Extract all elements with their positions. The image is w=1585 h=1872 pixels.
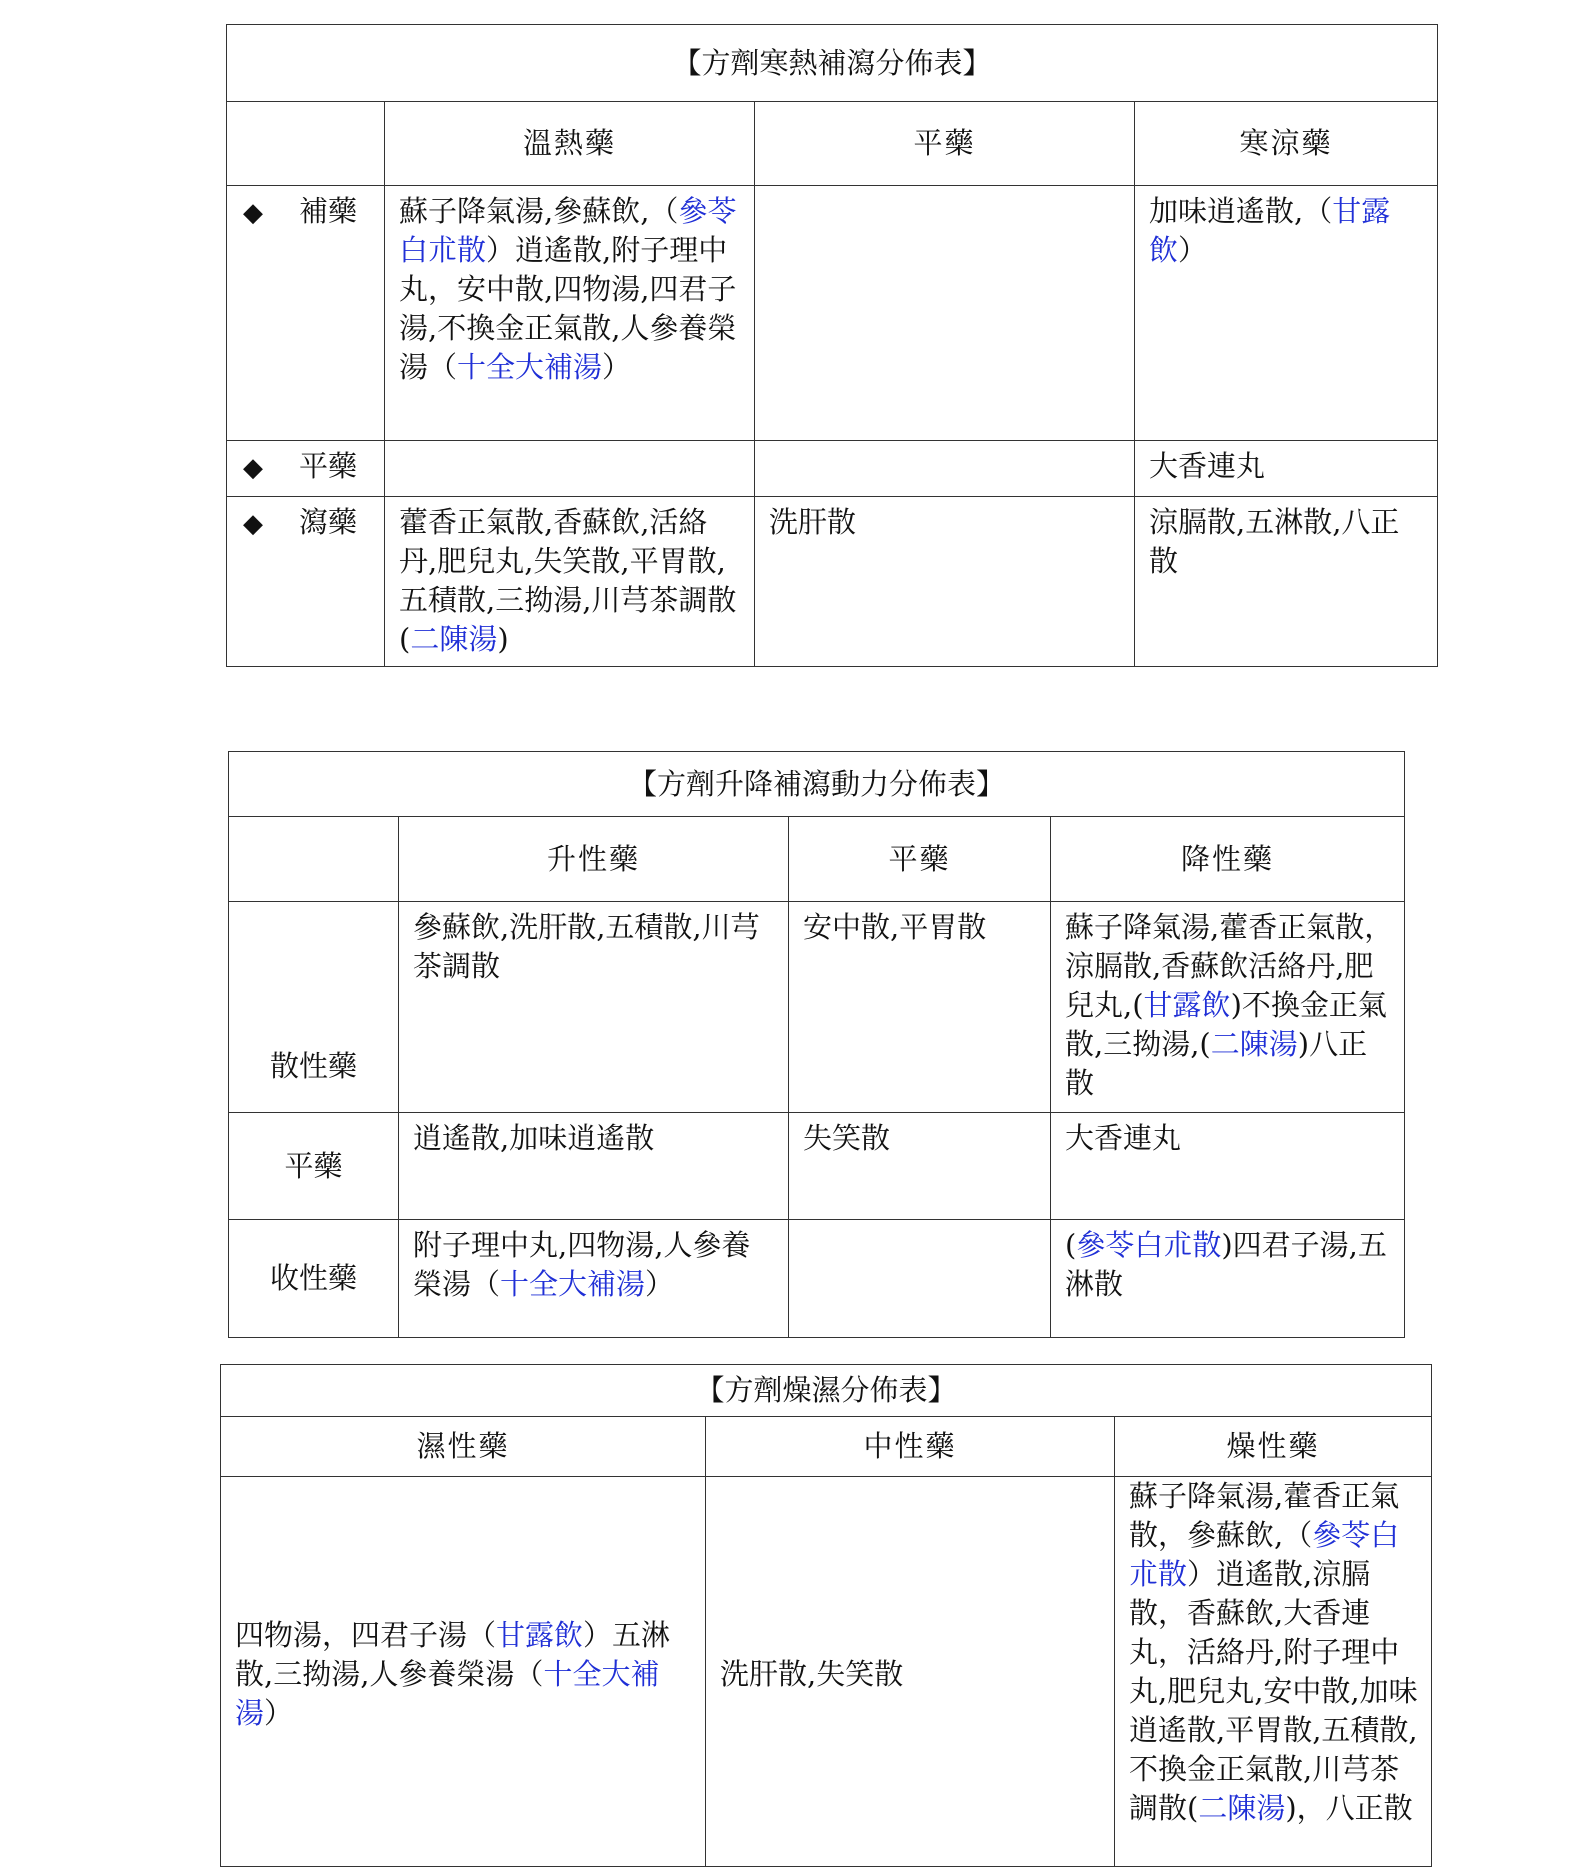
header-neutral: 中性藥 xyxy=(706,1417,1115,1477)
formula-link[interactable]: 十全大補湯 xyxy=(500,1267,646,1301)
formula-link[interactable]: 甘露飲 xyxy=(1143,988,1231,1022)
diamond-icon: ◆ xyxy=(243,453,263,483)
formula-link[interactable]: 甘露飲 xyxy=(1149,194,1391,267)
row-label-astringe: 收性藥 xyxy=(229,1220,399,1338)
cell-wet: 四物湯，四君子湯（甘露飲）五淋散,三拗湯,人參養榮湯（十全大補湯） xyxy=(221,1477,706,1867)
formula-link[interactable]: 參苓白朮散 xyxy=(399,194,737,267)
cell-disperse-neutral: 安中散,平胃散 xyxy=(789,902,1051,1113)
hot-cold-table xyxy=(226,24,1438,667)
cell-disperse-up: 參蘇飲,洗肝散,五積散,川芎茶調散 xyxy=(399,902,789,1113)
formula-link[interactable]: 甘露飲 xyxy=(496,1618,584,1652)
formula-link[interactable]: 十全大補湯 xyxy=(457,350,603,384)
formula-link[interactable]: 參苓白朮散 xyxy=(1076,1228,1222,1262)
header-wet: 濕性藥 xyxy=(221,1417,706,1477)
header-dry: 燥性藥 xyxy=(1115,1417,1432,1477)
header-neutral: 平藥 xyxy=(755,102,1135,186)
row-label-disperse: 散性藥 xyxy=(229,902,399,1113)
header-empty xyxy=(229,817,399,902)
diamond-icon: ◆ xyxy=(243,198,263,228)
header-up: 升性藥 xyxy=(399,817,789,902)
cell-neutral-up: 逍遙散,加味逍遙散 xyxy=(399,1113,789,1220)
formula-link[interactable]: 二陳湯 xyxy=(1210,1027,1298,1061)
header-warm: 溫熱藥 xyxy=(385,102,755,186)
cell-tonic-warm: 蘇子降氣湯,參蘇飲,（參苓白朮散）逍遙散,附子理中丸，安中散,四物湯,四君子湯,不換金正氣散,人參養榮湯（十全大補湯） xyxy=(385,186,755,441)
cell-purge-cold: 涼膈散,五淋散,八正散 xyxy=(1135,497,1438,667)
formula-link[interactable]: 二陳湯 xyxy=(410,622,498,656)
row-label-purge: ◆ 瀉藥 xyxy=(227,497,385,667)
formula-link[interactable]: 二陳湯 xyxy=(1198,1791,1286,1825)
cell-astringe-up: 附子理中丸,四物湯,人參養榮湯（十全大補湯） xyxy=(399,1220,789,1338)
cell-astringe-neutral xyxy=(789,1220,1051,1338)
table-title: 【方劑寒熱補瀉分佈表】 xyxy=(227,25,1438,102)
formula-link[interactable]: 十全大補湯 xyxy=(235,1657,660,1730)
row-label-neutral: ◆ 平藥 xyxy=(227,441,385,497)
up-down-table xyxy=(228,751,1405,1338)
cell-astringe-down: (參苓白朮散)四君子湯,五淋散 xyxy=(1051,1220,1405,1338)
cell-disperse-down: 蘇子降氣湯,藿香正氣散，涼膈散,香蘇飲活絡丹,肥兒丸,(甘露飲)不換金正氣散,三拗湯,(二陳湯)八正散 xyxy=(1051,902,1405,1113)
cell-neutral-neutral: 失笑散 xyxy=(789,1113,1051,1220)
row-label-neutral: 平藥 xyxy=(229,1113,399,1220)
header-empty xyxy=(227,102,385,186)
cell-dry: 蘇子降氣湯,藿香正氣散，參蘇飲,（參苓白朮散）逍遙散,涼膈散，香蘇飲,大香連丸，活絡丹,附子理中丸,肥兒丸,安中散,加味逍遙散,平胃散,五積散,不換金正氣散,川芎茶調散(二陳湯)，八正散 xyxy=(1115,1477,1432,1867)
cell-purge-warm: 藿香正氣散,香蘇飲,活絡丹,肥兒丸,失笑散,平胃散,五積散,三拗湯,川芎茶調散(二陳湯) xyxy=(385,497,755,667)
formula-link[interactable]: 參苓白朮散 xyxy=(1129,1518,1400,1591)
cell-neutral-neutral xyxy=(755,441,1135,497)
row-label-tonic: ◆ 補藥 xyxy=(227,186,385,441)
cell-neutral-down: 大香連丸 xyxy=(1051,1113,1405,1220)
header-down: 降性藥 xyxy=(1051,817,1405,902)
cell-purge-neutral: 洗肝散 xyxy=(755,497,1135,667)
header-neutral: 平藥 xyxy=(789,817,1051,902)
dry-wet-table xyxy=(220,1364,1432,1867)
cell-neutral-cold: 大香連丸 xyxy=(1135,441,1438,497)
cell-tonic-neutral xyxy=(755,186,1135,441)
cell-neutral: 洗肝散,失笑散 xyxy=(706,1477,1115,1867)
header-cold: 寒涼藥 xyxy=(1135,102,1438,186)
diamond-icon: ◆ xyxy=(243,509,263,539)
cell-neutral-warm xyxy=(385,441,755,497)
cell-tonic-cold: 加味逍遙散,（甘露飲） xyxy=(1135,186,1438,441)
table-title: 【方劑升降補瀉動力分佈表】 xyxy=(229,752,1405,817)
table-title: 【方劑燥濕分佈表】 xyxy=(221,1365,1432,1417)
